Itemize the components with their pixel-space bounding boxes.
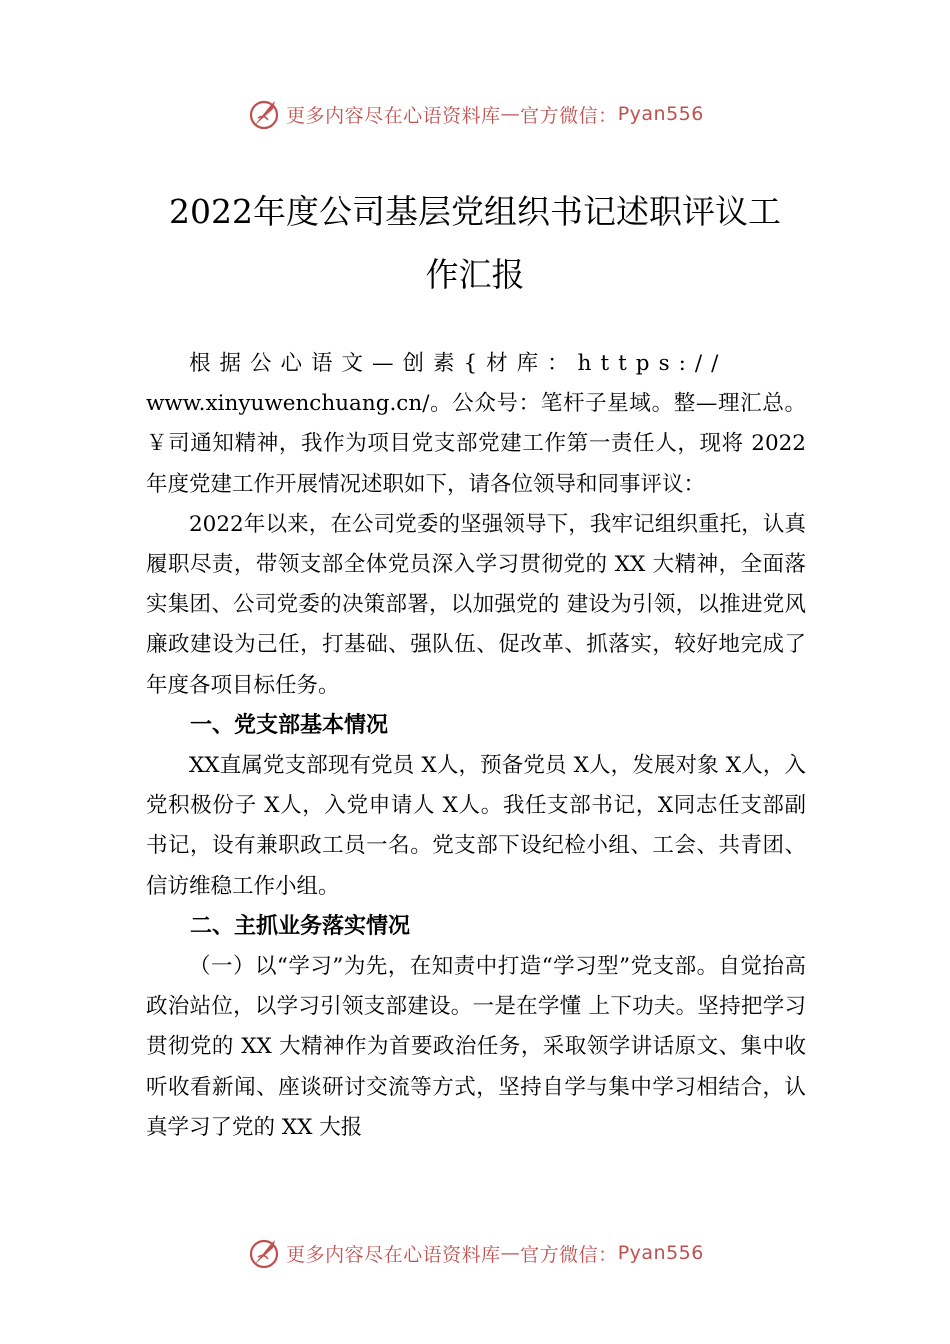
paragraph-2: XX直属党支部现有党员 X人，预备党员 X人，发展对象 X人，入党积极份子 X人，入党申请人 X人。我任支部书记，X同志任支部副书记，设有兼职政工员一名。党支部下设纪检小组、工会、共青团、信访维稳工作小组。 bbox=[146, 753, 806, 899]
section-heading-2: 二、主抓业务落实情况 bbox=[190, 913, 411, 939]
watermark-label: 官方微信： bbox=[520, 104, 618, 127]
title-line-2: 作汇报 bbox=[425, 255, 525, 294]
watermark-account: Pyan556 bbox=[617, 103, 704, 125]
watermark-dash: — bbox=[500, 103, 521, 125]
watermark-account: Pyan556 bbox=[617, 1242, 704, 1264]
intro-first-line: 根据公心语文—创素{材库：https:// bbox=[189, 351, 728, 376]
watermark-banner-bottom bbox=[0, 1233, 950, 1273]
watermark-dash: — bbox=[500, 1242, 521, 1264]
intro-paragraph: www.xinyuwenchuang.cn/。公众号：笔杆子星域。整—理汇总。￥司通知精神，我作为项目党支部党建工作第一责任人，现将 2022 年度党建工作开展情况述职如下，请各位领导和同事评议： bbox=[146, 391, 806, 497]
title-line-1: 2022年度公司基层党组织书记述职评议工 bbox=[169, 192, 781, 231]
watermark-text: 更多内容尽在心语资料库 bbox=[286, 104, 501, 127]
document-body bbox=[146, 344, 806, 1148]
section-heading-1: 一、党支部基本情况 bbox=[190, 712, 389, 738]
quill-logo-icon bbox=[246, 1235, 282, 1271]
document-title bbox=[140, 180, 810, 306]
quill-logo-icon bbox=[246, 96, 282, 132]
watermark-text: 更多内容尽在心语资料库 bbox=[286, 1243, 501, 1266]
paragraph-3: （一）以“学习”为先，在知责中打造“学习型”党支部。自觉抬高政治站位，以学习引领支部建设。一是在学懂 上下功夫。坚持把学习贯彻党的 XX 大精神作为首要政治任务，采取领学讲话原文、集中收听收看新闻、座谈研讨交流等方式，坚持自学与集中学习相结合，认真学习了党的 XX 大报 bbox=[146, 954, 806, 1140]
paragraph-1: 2022年以来，在公司党委的坚强领导下，我牢记组织重托，认真履职尽责，带领支部全体党员深入学习贯彻党的 XX 大精神，全面落实集团、公司党委的决策部署，以加强党的 建设为引领，以推进党风廉政建设为己任，打基础、强队伍、促改革、抓落实，较好地完成了年度各项目标任务。 bbox=[146, 511, 806, 698]
watermark-banner-top bbox=[0, 94, 950, 134]
watermark-label: 官方微信： bbox=[520, 1243, 618, 1266]
